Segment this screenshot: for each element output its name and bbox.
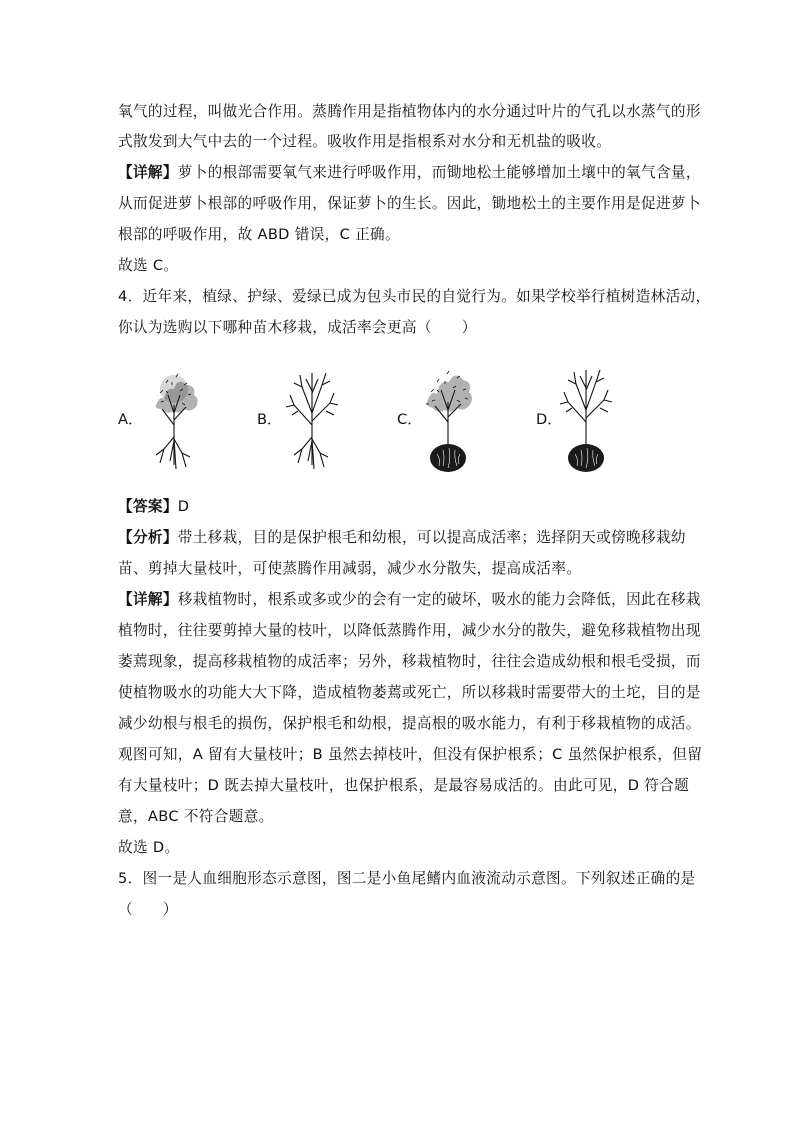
text-line: 萎蔫现象，提高移栽植物的成活率；另外，移栽植物时，往往会造成幼根和根毛受损，而	[118, 653, 701, 670]
text-line: 有大量枝叶；D 既去掉大量枝叶，也保护根系，是最容易成活的。由此可见，D 符合题	[118, 777, 690, 794]
q3-detail	[118, 163, 701, 183]
text-line: 观图可知，A 留有大量枝叶；B 虽然去掉枝叶，但没有保护根系；C 虽然保护根系，但留	[118, 746, 703, 763]
q3-choice: 故选 C。	[118, 257, 179, 274]
tree-pruned-root-ball-icon	[556, 362, 616, 474]
q4-answer	[118, 497, 189, 517]
option-a-label: A．	[118, 411, 143, 428]
tree-leafy-root-ball-icon	[419, 362, 477, 474]
text-line: 意，ABC 不符合题意。	[118, 808, 274, 825]
text-line: 式散发到大气中去的一个过程。吸收作用是指根系对水分和无机盐的吸收。	[118, 133, 612, 150]
q5-stem: （ ）	[118, 901, 178, 918]
text-line: 苗、剪掉大量枝叶，可使蒸腾作用减弱，减少水分散失，提高成活率。	[118, 560, 582, 577]
q5-stem: 5．图一是人血细胞形态示意图，图二是小鱼尾鳍内血液流动示意图。下列叙述正确的是	[118, 870, 696, 887]
text-line: 带土移栽，目的是保护根毛和幼根，可以提高成活率；选择阴天或傍晚移栽幼	[177, 529, 686, 546]
text-line: 使植物吸水的功能大大下降，造成植物萎蔫或死亡，所以移栽时需要带大的土坨，目的是	[118, 684, 701, 701]
q4-choice: 故选 D。	[118, 839, 180, 856]
text-line: 萝卜的根部需要氧气来进行呼吸作用，而锄地松土能够增加土壤中的氧气含量，	[177, 164, 701, 181]
answer-tag: 【答案】	[118, 498, 178, 515]
option-d-label: D．	[536, 411, 562, 428]
text-line: 从而促进萝卜根部的呼吸作用，保证萝卜的生长。因此，锄地松土的主要作用是促进萝卜	[118, 195, 701, 212]
text-line: 植物时，往往要剪掉大量的枝叶，以降低蒸腾作用，减少水分的散失，避免移栽植物出现	[118, 622, 701, 639]
tree-leafy-bare-roots-icon	[146, 365, 202, 473]
text-line: 减少幼根与根毛的损伤，保护根毛和幼根，提高根的吸水能力，有利于移栽植物的成活。	[118, 715, 701, 732]
text-line: 氧气的过程，叫做光合作用。蒸腾作用是指植物体内的水分通过叶片的气孔以水蒸气的形	[118, 103, 701, 120]
detail-tag: 【详解】	[118, 164, 178, 181]
option-c-label: C．	[397, 411, 422, 428]
answer-value: D	[177, 498, 190, 515]
text-line: 移栽植物时，根系或多或少的会有一定的破坏，吸水的能力会降低，因此在移栽	[177, 591, 701, 608]
q4-stem: 4．近年来，植绿、护绿、爱绿已成为包头市民的自觉行为。如果学校举行植树造林活动，	[118, 288, 711, 305]
analysis-tag: 【分析】	[118, 529, 178, 546]
text-line: 根部的呼吸作用，故 ABD 错误，C 正确。	[118, 226, 400, 243]
q4-detail	[118, 590, 701, 610]
tree-pruned-bare-roots-icon	[282, 365, 342, 473]
q4-analysis	[118, 528, 686, 548]
detail-tag: 【详解】	[118, 591, 178, 608]
q4-stem: 你认为选购以下哪种苗木移栽，成活率会更高（ ）	[118, 319, 477, 336]
option-b-label: B．	[257, 411, 282, 428]
